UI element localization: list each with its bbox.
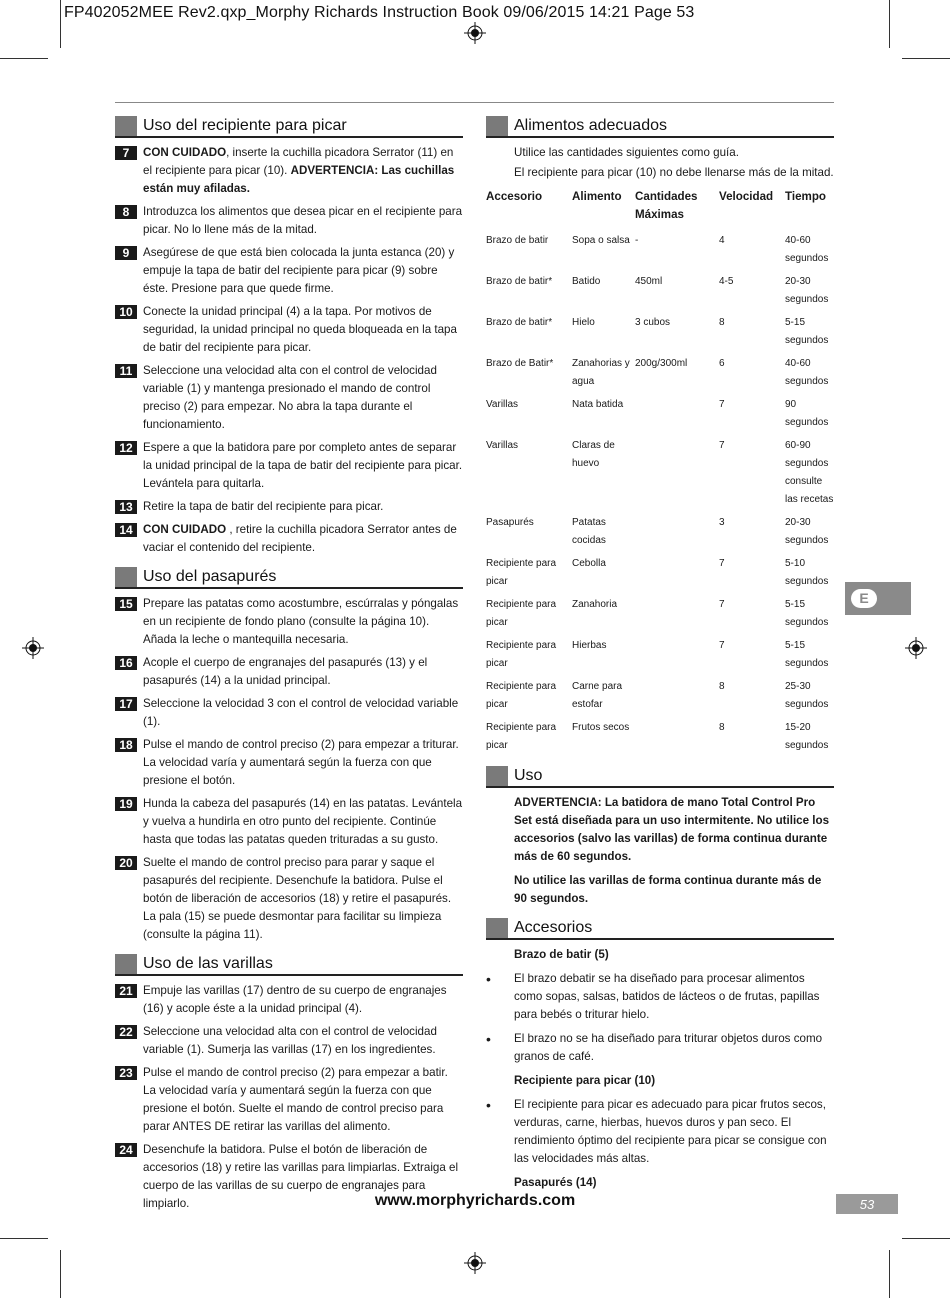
step-item: 20 Suelte el mando de control preciso para parar y saque el pasapurés del recipiente. Desenchufe la batidora. Pulse el botón de liberación de accesorios (18) y retire el pasapurés. La pala (15) se puede desmontar para facilitar su limpieza (consulte la página 11). <box>115 854 463 944</box>
step-item: 12 Espere a que la batidora pare por completo antes de separar la unidad principal de la tapa de batir del recipiente para picar. Levántela para quitarla. <box>115 439 463 493</box>
column-header: Alimento <box>572 190 622 203</box>
section-heading: Uso <box>486 764 834 788</box>
bullet-item: • El brazo debatir se ha diseñado para procesar alimentos como sopas, salsas, batidos de lácteos o de frutas, papillas para bebés o triturar hielo. <box>486 970 834 1024</box>
step-number: 11 <box>115 364 137 378</box>
registration-mark-icon <box>22 637 44 659</box>
section-heading: Uso del pasapurés <box>115 565 463 589</box>
step-item: 17 Seleccione la velocidad 3 con el control de velocidad variable (1). <box>115 695 463 731</box>
step-number: 15 <box>115 597 137 611</box>
step-number: 21 <box>115 984 137 998</box>
subheading: Brazo de batir (5) <box>514 948 609 961</box>
warning-text: ADVERTENCIA: La batidora de mano Total Control Pro Set está diseñada para un uso intermitente. No utilice los accesorios (salvo las varillas) de forma continua durante más de 60 segundos. <box>514 796 830 863</box>
table-row: Brazo de batir* Batido 450ml 4-5 20-30 segundos <box>486 276 829 305</box>
step-item: 8 Introduzca los alimentos que desea picar en el recipiente para picar. No lo llene más de la mitad. <box>115 203 463 239</box>
table-row: Varillas Claras de huevo 7 60-90 segundos consulte las recetas <box>486 440 834 505</box>
step-item: 11 Seleccione una velocidad alta con el control de velocidad variable (1) y mantenga presionado el mando de control preciso (2) para empezar. No abra la tapa durante el funcionamiento. <box>115 362 463 434</box>
step-item: 7 CON CUIDADO, inserte la cuchilla picadora Serrator (11) en el recipiente para picar (10). ADVERTENCIA: Las cuchillas están muy afiladas. <box>115 144 463 198</box>
intro-text: Utilice las cantidades siguientes como guía. <box>514 146 739 159</box>
step-number: 9 <box>115 246 137 260</box>
crop-mark <box>60 0 61 48</box>
column-header: Velocidad <box>719 190 774 203</box>
step-item: 19 Hunda la cabeza del pasapurés (14) en las patatas. Levántela y vuelva a hundirla en otro punto del recipiente. Continúe hasta que todas las patatas queden trituradas a su gusto. <box>115 795 463 849</box>
step-item: 21 Empuje las varillas (17) dentro de su cuerpo de engranajes (16) y acople éste a la unidad principal (4). <box>115 982 463 1018</box>
step-number: 24 <box>115 1143 137 1157</box>
registration-mark-icon <box>905 637 927 659</box>
registration-mark-icon <box>464 1252 486 1274</box>
bullet-item: • El recipiente para picar es adecuado para picar frutos secos, verduras, carne, hierbas, huevos duros y pan seco. El rendimiento óptimo del recipiente para picar se consigue con las velocidades más altas. <box>486 1096 834 1168</box>
step-number: 10 <box>115 305 137 319</box>
step-number: 8 <box>115 205 137 219</box>
step-item: 13 Retire la tapa de batir del recipiente para picar. <box>115 498 463 516</box>
table-row: Recipiente para picar Frutos secos 8 15-20 segundos <box>486 722 829 751</box>
step-item: 14 CON CUIDADO , retire la cuchilla picadora Serrator antes de vaciar el contenido del recipiente. <box>115 521 463 557</box>
table-row: Brazo de batir* Hielo 3 cubos 8 5-15 segundos <box>486 317 829 346</box>
table-row: Brazo de Batir* Zanahorias y agua 200g/300ml 6 40-60 segundos <box>486 358 829 387</box>
section-heading: Alimentos adecuados <box>486 114 834 138</box>
crop-mark <box>889 0 890 48</box>
table-row: Recipiente para picar Carne para estofar 8 25-30 segundos <box>486 681 829 710</box>
page-number: 53 <box>836 1194 898 1214</box>
step-number: 23 <box>115 1066 137 1080</box>
crop-mark <box>60 1250 61 1298</box>
step-number: 12 <box>115 441 137 455</box>
step-item: 22 Seleccione una velocidad alta con el control de velocidad variable (1). Sumerja las varillas (17) en los ingredientes. <box>115 1023 463 1059</box>
registration-mark-icon <box>464 22 486 44</box>
step-number: 16 <box>115 656 137 670</box>
foods-table <box>486 188 834 760</box>
step-number: 7 <box>115 146 137 160</box>
file-header: FP402052MEE Rev2.qxp_Morphy Richards Instruction Book 09/06/2015 14:21 Page 53 <box>64 4 695 21</box>
right-column <box>486 114 834 1198</box>
step-item: 23 Pulse el mando de control preciso (2) para empezar a batir. La velocidad varía y aumentará según la fuerza con que presione el botón. Suelte el mando de control preciso para parar ANTES DE retirar las varillas del alimento. <box>115 1064 463 1136</box>
table-row: Recipiente para picar Hierbas 7 5-15 segundos <box>486 640 829 669</box>
step-number: 19 <box>115 797 137 811</box>
step-item: 24 Desenchufe la batidora. Pulse el botón de liberación de accesorios (18) y retire las varillas para limpiarlas. Extraiga el cuerpo de las varillas de su cuerpo de engranajes para limpiarlo. <box>115 1141 463 1213</box>
section-heading: Accesorios <box>486 916 834 940</box>
warning-text: No utilice las varillas de forma continua durante más de 90 segundos. <box>514 874 822 905</box>
bullet-icon: • <box>486 1097 491 1113</box>
step-number: 17 <box>115 697 137 711</box>
table-row: Recipiente para picar Zanahoria 7 5-15 segundos <box>486 599 829 628</box>
step-number: 14 <box>115 523 137 537</box>
language-tab <box>845 582 911 615</box>
crop-mark <box>889 1250 890 1298</box>
table-row: Varillas Nata batida 7 90 segundos <box>486 399 829 428</box>
bullet-item: • El brazo no se ha diseñado para triturar objetos duros como granos de café. <box>486 1030 834 1066</box>
crop-mark <box>0 1238 48 1239</box>
step-number: 22 <box>115 1025 137 1039</box>
subheading: Pasapurés (14) <box>514 1176 597 1189</box>
crop-mark <box>0 58 48 59</box>
bullet-icon: • <box>486 1031 491 1047</box>
crop-mark <box>902 1238 950 1239</box>
column-header: Cantidades Máximas <box>635 190 698 221</box>
table-row: Recipiente para picar Cebolla 7 5-10 segundos <box>486 558 829 587</box>
column-header: Tiempo <box>785 190 827 203</box>
left-column <box>115 114 463 1218</box>
step-number: 20 <box>115 856 137 870</box>
table-row: Pasapurés Patatas cocidas 3 20-30 segundos <box>486 517 829 546</box>
language-tab-label: E <box>851 589 877 608</box>
step-item: 15 Prepare las patatas como acostumbre, escúrralas y póngalas en un recipiente de fondo plano (consulte la página 10). Añada la leche o mantequilla necesaria. <box>115 595 463 649</box>
bullet-icon: • <box>486 971 491 987</box>
step-item: 16 Acople el cuerpo de engranajes del pasapurés (13) y el pasapurés (14) a la unidad principal. <box>115 654 463 690</box>
table-row: Brazo de batir Sopa o salsa - 4 40-60 segundos <box>486 235 829 264</box>
website-url: www.morphyrichards.com <box>374 1192 576 1209</box>
step-item: 10 Conecte la unidad principal (4) a la tapa. Por motivos de seguridad, la unidad principal no queda bloqueada en la tapa de batir del recipiente para picar. <box>115 303 463 357</box>
top-divider <box>115 102 834 103</box>
step-item: 9 Asegúrese de que está bien colocada la junta estanca (20) y empuje la tapa de batir del recipiente para picar (9) sobre éste. Presione para que quede firme. <box>115 244 463 298</box>
table-header-row <box>486 188 834 232</box>
intro-text: El recipiente para picar (10) no debe llenarse más de la mitad. <box>514 166 834 179</box>
step-number: 13 <box>115 500 137 514</box>
step-item: 18 Pulse el mando de control preciso (2) para empezar a triturar. La velocidad varía y aumentará según la fuerza con que presione el botón. <box>115 736 463 790</box>
section-heading: Uso de las varillas <box>115 952 463 976</box>
subheading: Recipiente para picar (10) <box>514 1074 656 1087</box>
column-header: Accesorio <box>486 190 543 203</box>
section-heading: Uso del recipiente para picar <box>115 114 463 138</box>
crop-mark <box>902 58 950 59</box>
step-number: 18 <box>115 738 137 752</box>
